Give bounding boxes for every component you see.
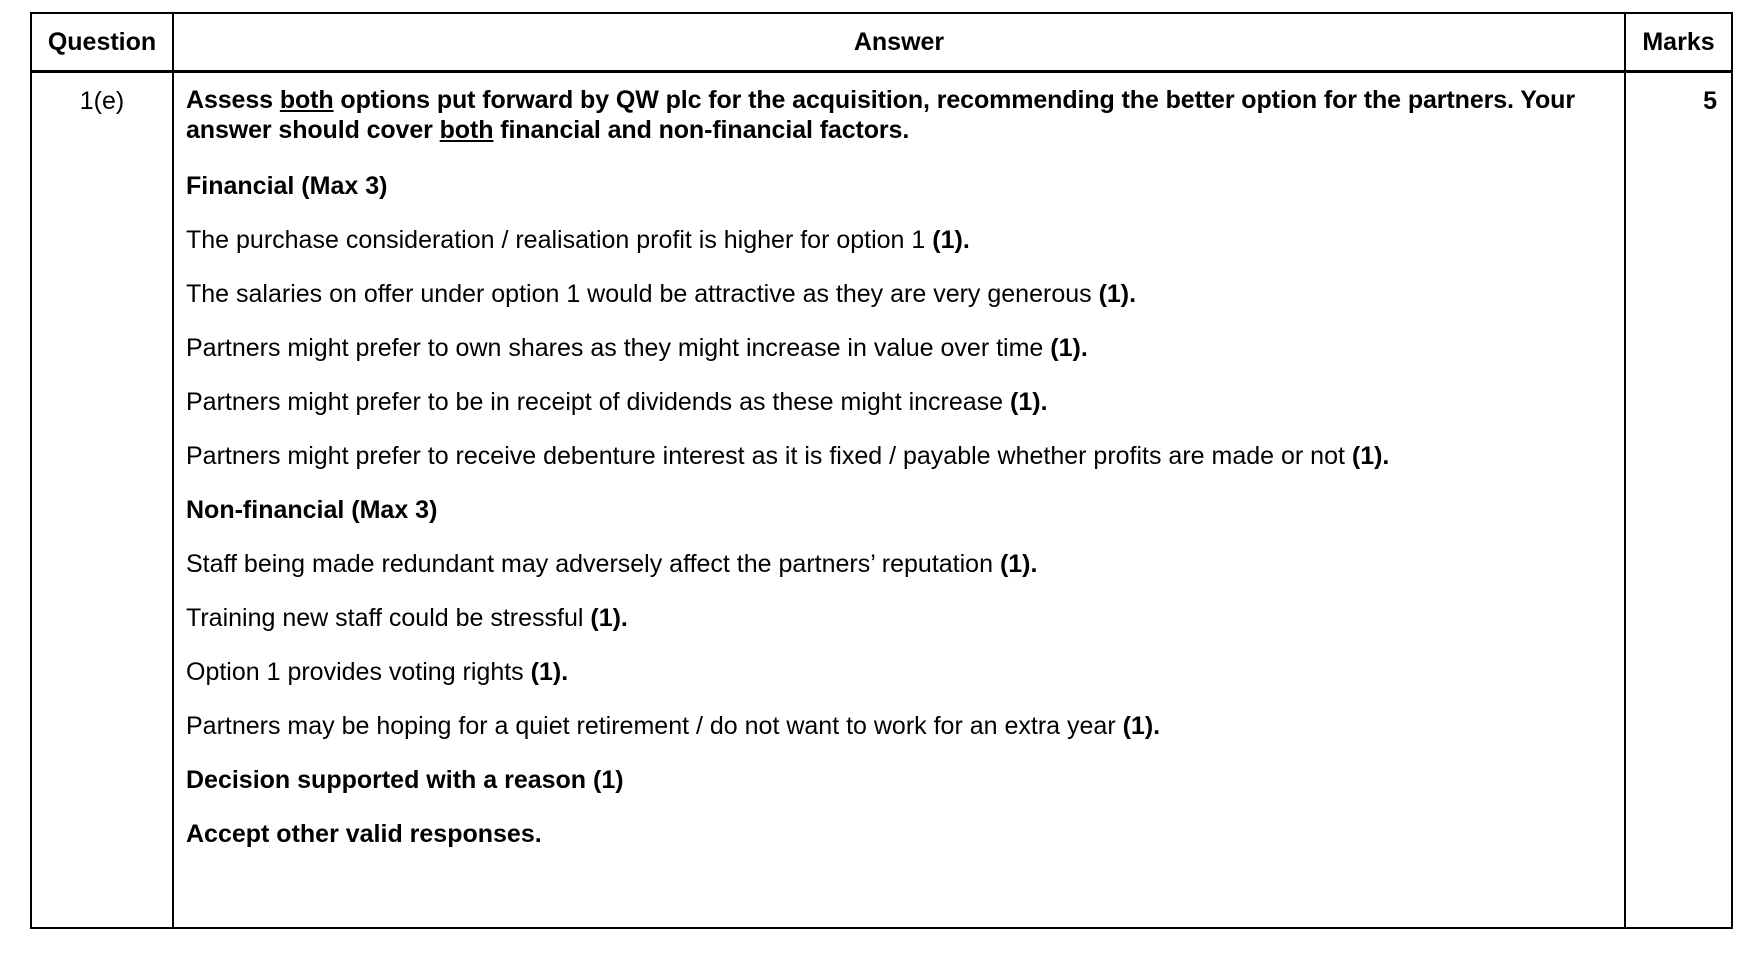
header-row xyxy=(31,13,1732,72)
list-item xyxy=(186,549,1612,579)
point-text: Staff being made redundant may adversely affect the partners’ reputation xyxy=(186,550,1000,578)
point-mark: (1). xyxy=(590,604,628,632)
point-mark: (1). xyxy=(1351,442,1390,470)
point-mark: (1). xyxy=(1010,388,1048,416)
question-prompt xyxy=(186,85,1612,145)
point-text: The purchase consideration / realisation profit is higher for option 1 xyxy=(186,226,933,254)
financial-heading: Financial (Max 3) xyxy=(186,172,388,200)
point-text: Partners might prefer to receive debenture interest as it is fixed / payable whether profits are made or not xyxy=(186,442,1352,470)
point-mark: (1). xyxy=(999,550,1038,578)
point-text: Partners might prefer to be in receipt of dividends as these might increase xyxy=(186,388,1011,416)
mark-scheme-table xyxy=(30,12,1733,929)
point-mark: (1). xyxy=(1050,334,1088,362)
point-text: Partners might prefer to own shares as they might increase in value over time xyxy=(186,334,1051,362)
marks-header: Marks xyxy=(1625,13,1732,72)
list-item xyxy=(186,387,1612,417)
point-mark: (1). xyxy=(932,226,970,254)
table-row xyxy=(31,72,1732,928)
point-mark: (1). xyxy=(1122,712,1161,740)
nonfinancial-heading: Non-financial (Max 3) xyxy=(186,496,438,524)
point-text: Partners may be hoping for a quiet retirement / do not want to work for an extra year xyxy=(186,712,1123,740)
list-item xyxy=(186,225,1612,255)
list-item xyxy=(186,657,1612,687)
list-item xyxy=(186,279,1612,309)
list-item xyxy=(186,333,1612,363)
point-text: The salaries on offer under option 1 would be attractive as they are very generous xyxy=(186,280,1099,308)
point-text: Training new staff could be stressful xyxy=(186,604,591,632)
list-item xyxy=(186,711,1612,741)
answer-cell xyxy=(173,72,1625,928)
list-item xyxy=(186,441,1612,471)
point-text: Option 1 provides voting rights xyxy=(186,658,531,686)
list-item xyxy=(186,603,1612,633)
decision-line: Decision supported with a reason (1) xyxy=(186,766,624,794)
accept-line: Accept other valid responses. xyxy=(186,820,542,848)
prompt-text: options put forward by QW plc for the acquisition, recommending the better option for the partners. Your answer should cover xyxy=(186,86,1575,144)
question-header: Question xyxy=(31,13,173,72)
prompt-text: financial and non-financial factors. xyxy=(493,116,910,144)
question-number: 1(e) xyxy=(31,72,173,928)
prompt-underline: both xyxy=(439,116,494,144)
point-mark: (1). xyxy=(1098,280,1137,308)
prompt-underline: both xyxy=(279,86,334,114)
point-mark: (1). xyxy=(530,658,569,686)
marks-value: 5 xyxy=(1625,72,1732,928)
answer-header: Answer xyxy=(173,13,1625,72)
prompt-text: Assess xyxy=(186,86,280,114)
